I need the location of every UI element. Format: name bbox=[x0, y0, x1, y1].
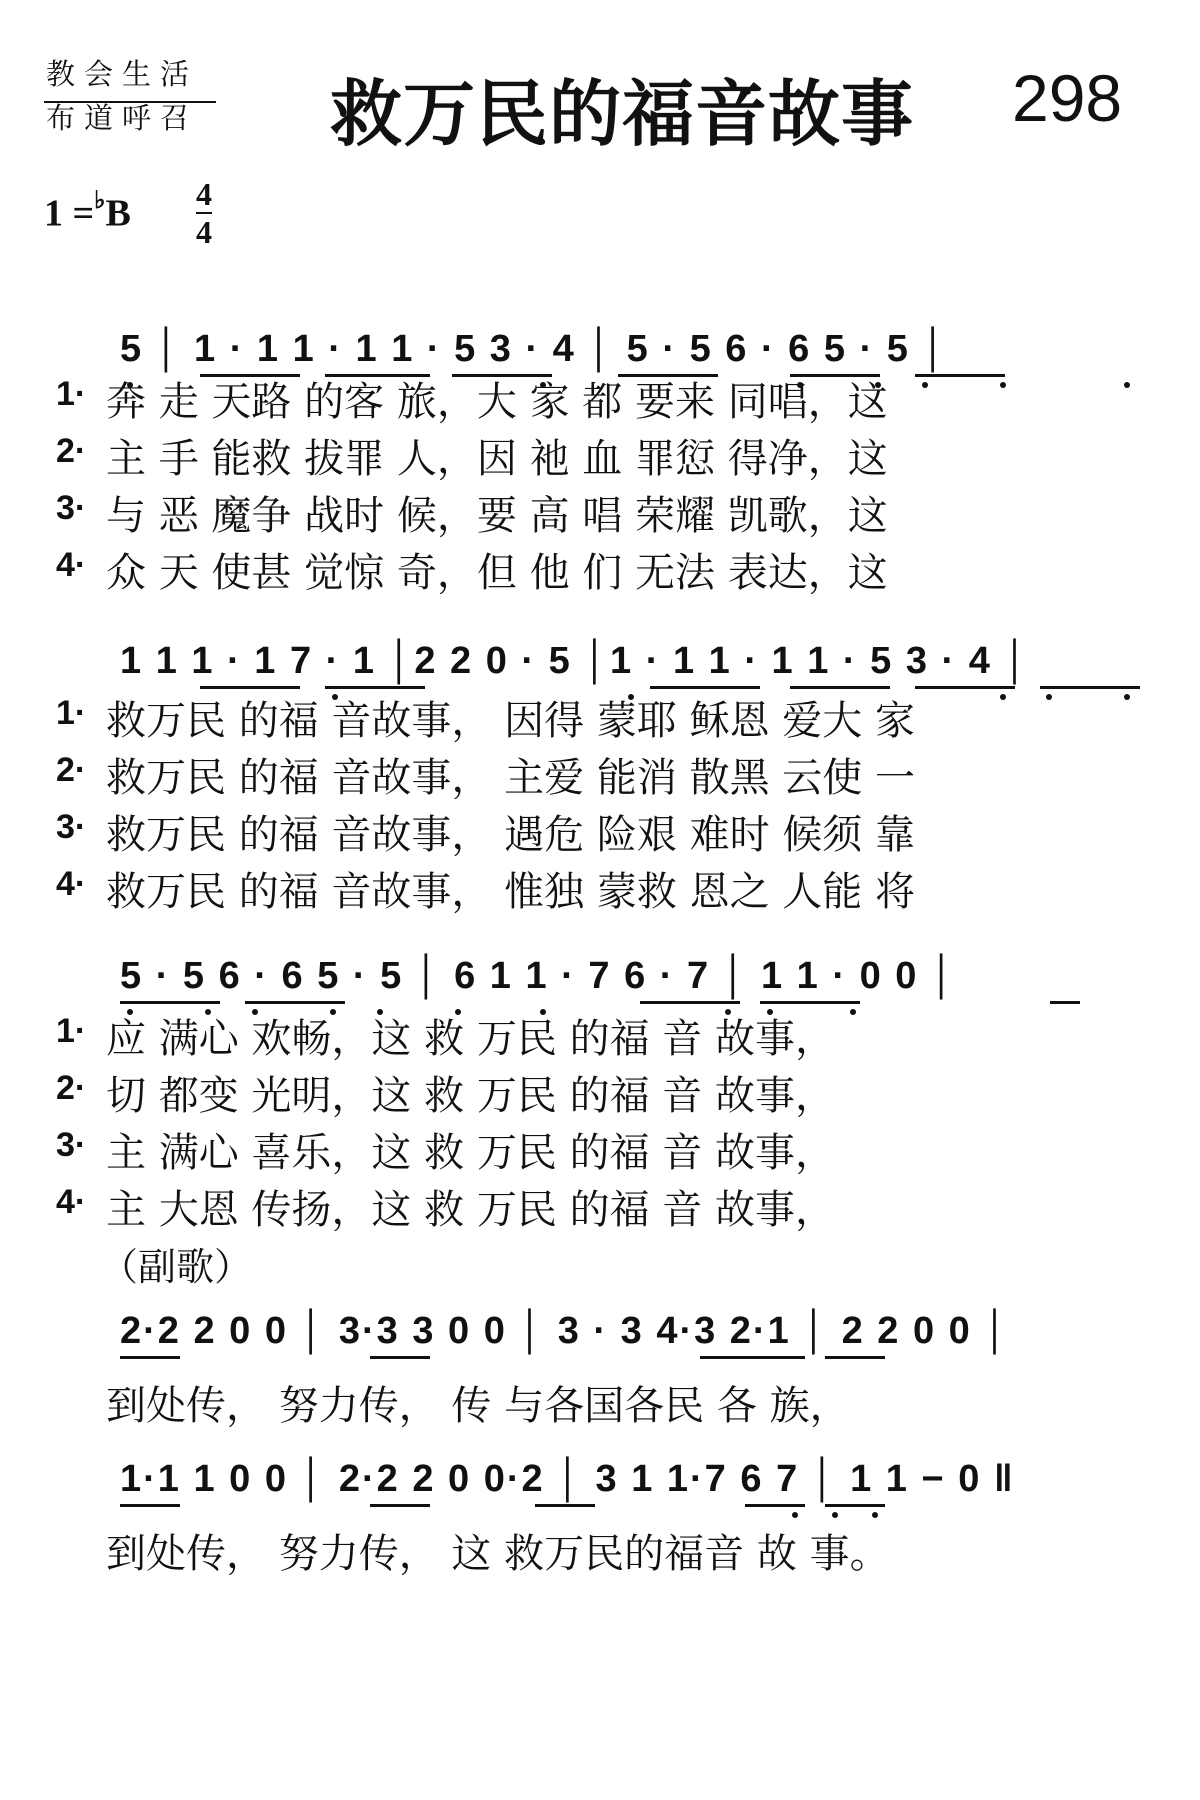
chorus-label: （副歌） bbox=[100, 1245, 253, 1289]
chorus-line2-notes: 1·1 1 0 0 │ 2·2 2 0 0·2 │ 3 1 1·7 6 7 │ 1 1 − 0 ‖ bbox=[120, 1458, 1015, 1500]
category-line-1: 教会生活 bbox=[46, 57, 199, 91]
underline bbox=[1040, 686, 1140, 689]
system3-notes: 5 · 5 6 · 6 5 · 5 │ 6 1 1 · 7 6 · 7 │ 1 1 · 0 0 │ bbox=[120, 955, 957, 997]
low-octave-dot bbox=[850, 1009, 856, 1015]
underline bbox=[915, 686, 1015, 689]
underline bbox=[120, 1504, 180, 1507]
verse-lyric: 主 满心 喜乐，这 救 万民 的福 音 故事， bbox=[106, 1130, 836, 1176]
verse-lyric: 与 恶 魔争 战时 候，要 高 唱 荣耀 凯歌，这 bbox=[106, 493, 888, 539]
verse-number: 4· bbox=[56, 865, 87, 903]
low-octave-dot bbox=[792, 1512, 798, 1518]
chorus-line2-lyrics: 到处传， 努力传， 这 救万民的福音 故 事。 bbox=[106, 1531, 890, 1577]
hymn-title: 救万民的福音故事 bbox=[330, 72, 915, 156]
underline bbox=[535, 1504, 595, 1507]
low-octave-dot bbox=[1046, 694, 1052, 700]
verse-number: 2· bbox=[56, 432, 87, 470]
underline bbox=[120, 1001, 220, 1004]
verse-lyric: 众 天 使甚 觉惊 奇，但 他 们 无法 表达，这 bbox=[106, 550, 888, 596]
verse-number: 3· bbox=[56, 489, 87, 527]
underline bbox=[370, 1356, 430, 1359]
underline bbox=[245, 1001, 345, 1004]
time-top: 4 bbox=[196, 176, 212, 212]
flat-symbol: ♭ bbox=[94, 188, 106, 214]
underline bbox=[745, 1504, 805, 1507]
low-octave-dot bbox=[832, 1512, 838, 1518]
verse-number: 2· bbox=[56, 751, 87, 789]
low-octave-dot bbox=[922, 382, 928, 388]
verse-lyric: 救万民 的福 音故事， 惟独 蒙救 恩之 人能 将 bbox=[106, 869, 916, 915]
key-note: B bbox=[105, 192, 131, 235]
verse-lyric: 主 大恩 传扬，这 救 万民 的福 音 故事， bbox=[106, 1187, 836, 1233]
verse-number: 4· bbox=[56, 1183, 87, 1221]
low-octave-dot bbox=[1124, 694, 1130, 700]
time-signature bbox=[196, 178, 212, 248]
underline bbox=[760, 1001, 860, 1004]
time-bottom: 4 bbox=[196, 214, 212, 250]
verse-lyric: 应 满心 欢畅，这 救 万民 的福 音 故事， bbox=[106, 1016, 836, 1062]
verse-number: 1· bbox=[56, 1012, 87, 1050]
low-octave-dot bbox=[872, 1512, 878, 1518]
chorus-line1-notes: 2·2 2 0 0 │ 3·3 3 0 0 │ 3 · 3 4·3 2·1 │ 2 2 0 0 │ bbox=[120, 1310, 1011, 1352]
underline bbox=[825, 1356, 885, 1359]
low-octave-dot bbox=[1000, 694, 1006, 700]
verse-number: 3· bbox=[56, 808, 87, 846]
verse-lyric: 救万民 的福 音故事， 主爱 能消 散黑 云使 一 bbox=[106, 755, 916, 801]
verse-number: 4· bbox=[56, 546, 87, 584]
key-signature bbox=[44, 190, 131, 236]
system2-notes: 1 1 1 · 1 7 · 1 │2 2 0 · 5 │1 · 1 1 · 1 1 · 5 3 · 4 │ bbox=[120, 640, 1031, 682]
verse-lyric: 救万民 的福 音故事， 因得 蒙耶 稣恩 爱大 家 bbox=[106, 698, 916, 744]
verse-lyric: 奔 走 天路 的客 旅，大 家 都 要来 同唱，这 bbox=[106, 379, 888, 425]
underline bbox=[370, 1504, 430, 1507]
category-line-2: 布道呼召 bbox=[46, 101, 199, 135]
underline bbox=[745, 1356, 805, 1359]
low-octave-dot bbox=[1124, 382, 1130, 388]
verse-lyric: 切 都变 光明，这 救 万民 的福 音 故事， bbox=[106, 1073, 836, 1119]
hymn-number: 298 bbox=[1012, 61, 1123, 135]
verse-number: 1· bbox=[56, 375, 87, 413]
underline bbox=[915, 374, 1005, 377]
chorus-line1-lyrics: 到处传， 努力传， 传 与各国各民 各 族， bbox=[106, 1383, 850, 1429]
underline bbox=[825, 1504, 885, 1507]
verse-number: 3· bbox=[56, 1126, 87, 1164]
verse-lyric: 救万民 的福 音故事， 遇危 险艰 难时 候须 靠 bbox=[106, 812, 916, 858]
key-prefix: 1 = bbox=[44, 192, 95, 235]
verse-number: 1· bbox=[56, 694, 87, 732]
underline bbox=[640, 1001, 740, 1004]
verse-lyric: 主 手 能救 拔罪 人，因 祂 血 罪愆 得净，这 bbox=[106, 436, 888, 482]
low-octave-dot bbox=[1000, 382, 1006, 388]
verse-number: 2· bbox=[56, 1069, 87, 1107]
system1-notes: 5 │ 1 · 1 1 · 1 1 · 5 3 · 4 │ 5 · 5 6 · 6 5 · 5 │ bbox=[120, 328, 949, 370]
underline bbox=[120, 1356, 180, 1359]
underline bbox=[1050, 1001, 1080, 1004]
